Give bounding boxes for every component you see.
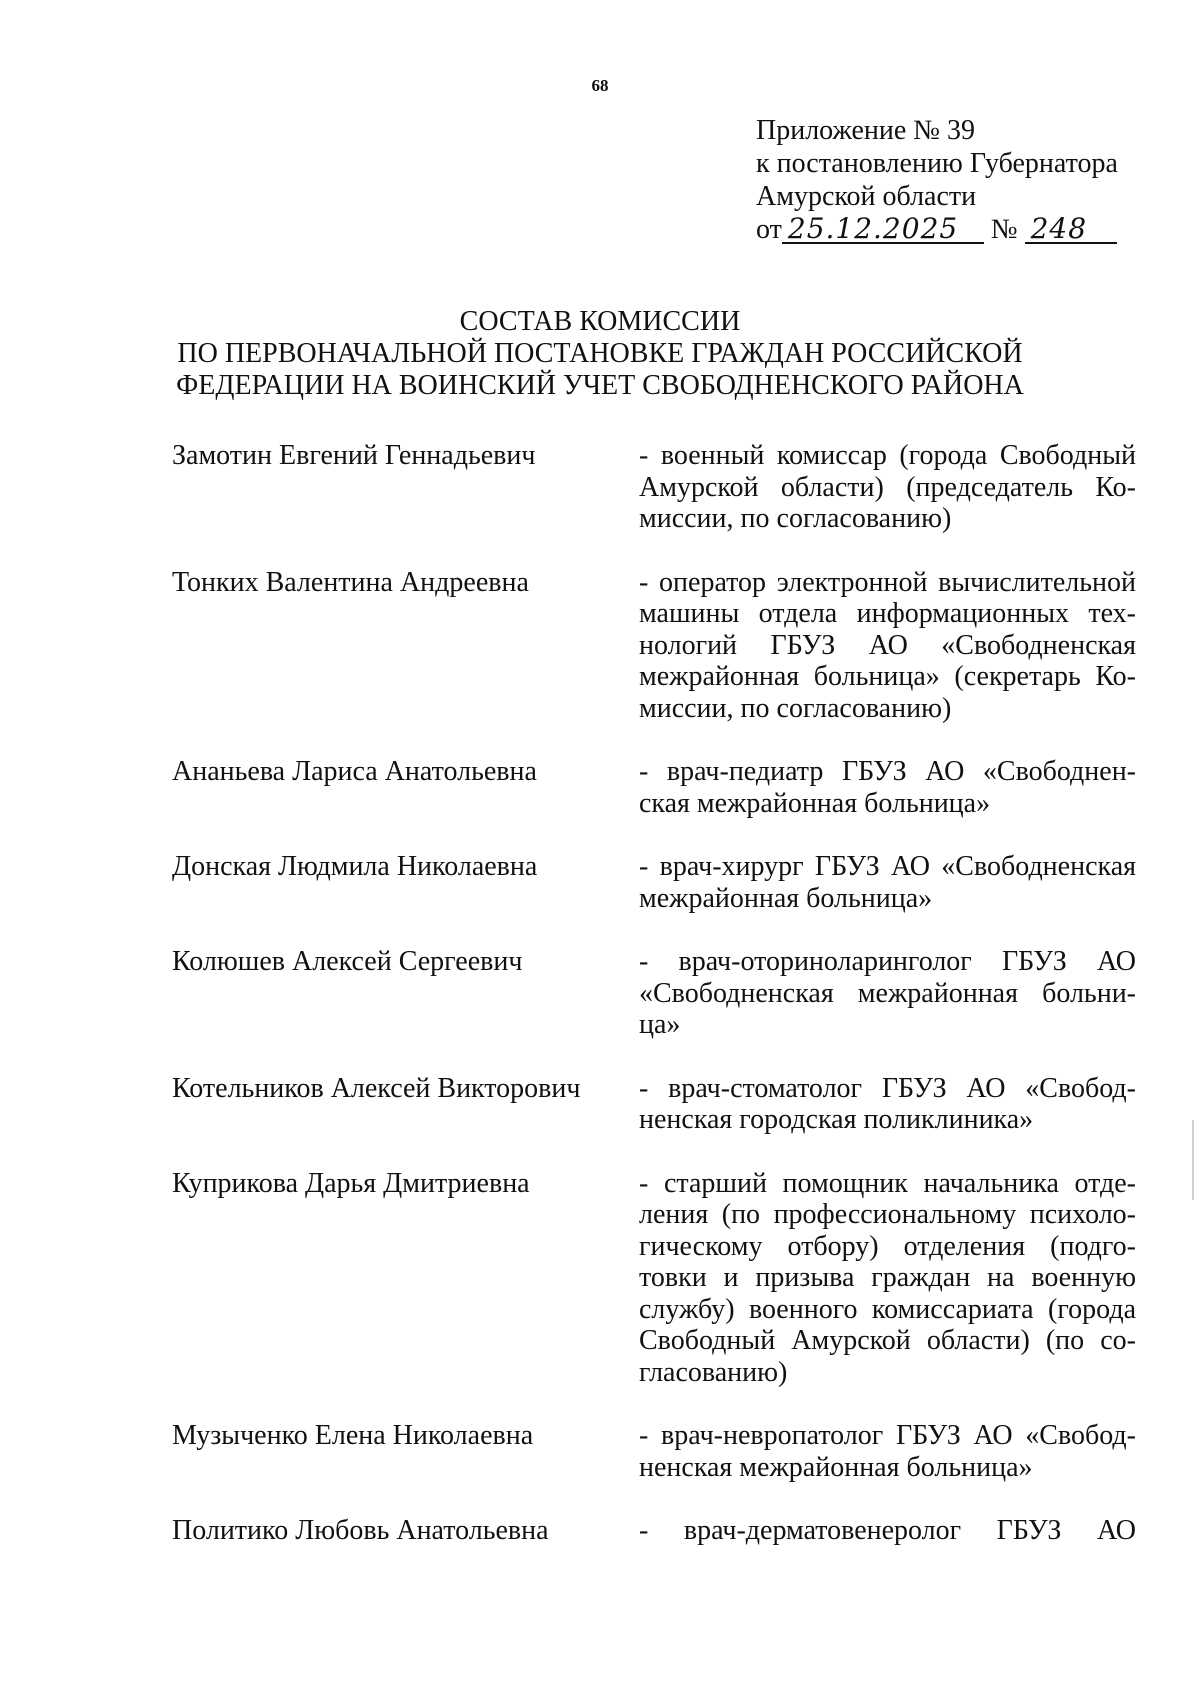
member-name: Колюшев Алексей Сергеевич: [172, 946, 523, 977]
member-role-line: гическому отбору) отделения (подго-: [639, 1230, 1136, 1262]
member-name: Ананьева Лариса Анатольевна: [172, 756, 537, 787]
member-role-line: миссии, по согласованию): [639, 692, 952, 724]
date-prefix: от: [756, 214, 782, 245]
member-role-line: - врач-хирург ГБУЗ АО «Свободненская: [639, 851, 1136, 882]
member-name: Замотин Евгений Геннадьевич: [172, 440, 536, 471]
member-role-line: ская межрайонная больница»: [639, 787, 991, 819]
number-prefix: №: [990, 214, 1018, 245]
member-role-line: - врач-невропатолог ГБУЗ АО «Свобод-: [639, 1420, 1136, 1451]
member-name: Музыченко Елена Николаевна: [172, 1420, 534, 1451]
appendix-header: [756, 114, 1118, 246]
member-role-line: межрайонная больница»: [639, 882, 933, 914]
member-role-line: Свободный Амурской области) (по со-: [639, 1325, 1136, 1356]
member-role: [639, 440, 1136, 535]
member-role-line: - оператор электронной вычислительной: [639, 566, 1136, 598]
appendix-line: Амурской области: [756, 181, 977, 212]
member-role: [639, 567, 1136, 725]
member-name: Донская Людмила Николаевна: [172, 851, 538, 882]
appendix-line: к постановлению Губернатора: [756, 148, 1118, 179]
document-title: [0, 306, 1200, 402]
member-row: [172, 1073, 1136, 1136]
appendix-date-line: [756, 213, 1118, 246]
title-line: ПО ПЕРВОНАЧАЛЬНОЙ ПОСТАНОВКЕ ГРАЖДАН РОССИЙСКОЙ: [177, 338, 1023, 369]
member-row: [172, 1420, 1136, 1483]
member-row: [172, 851, 1136, 914]
member-row: [172, 1515, 1136, 1547]
member-row: [172, 946, 1136, 1041]
member-role-line: службу) военного комиссариата (города: [639, 1293, 1136, 1325]
member-role-line: нологий ГБУЗ АО «Свободненская: [639, 629, 1136, 661]
title-line: СОСТАВ КОМИССИИ: [459, 306, 741, 337]
member-role: [639, 1168, 1136, 1389]
member-role-line: - старший помощник начальника отде-: [639, 1167, 1136, 1199]
member-name: Тонких Валентина Андреевна: [172, 566, 529, 598]
member-row: [172, 567, 1136, 725]
member-name: Куприкова Дарья Дмитриевна: [172, 1167, 530, 1199]
member-role: [639, 1515, 1136, 1547]
member-role-line: Амурской области) (председатель Ко-: [639, 471, 1136, 503]
member-role-line: - врач-стоматолог ГБУЗ АО «Свобод-: [639, 1072, 1136, 1104]
member-role-line: ненская межрайонная больница»: [639, 1451, 1033, 1483]
member-role-line: «Свободненская межрайонная больни-: [639, 977, 1136, 1009]
member-row: [172, 756, 1136, 819]
member-role-line: - врач-педиатр ГБУЗ АО «Свободнен-: [639, 756, 1136, 787]
member-name: Котельников Алексей Викторович: [172, 1072, 581, 1104]
member-role-line: гласованию): [639, 1356, 788, 1388]
member-role: [639, 851, 1136, 914]
member-role-line: - военный комиссар (города Свободный: [639, 440, 1136, 471]
member-role-line: межрайонная больница» (секретарь Ко-: [639, 661, 1136, 692]
member-role: [639, 756, 1136, 819]
appendix-line: Приложение № 39: [756, 115, 975, 146]
member-role-line: машины отдела информационных тех-: [639, 598, 1136, 629]
member-role: [639, 946, 1136, 1041]
page-number: 68: [591, 76, 609, 95]
scan-edge-mark: [1192, 1120, 1194, 1200]
members-list: [172, 440, 1136, 1547]
member-role-line: - врач-дерматовенеролог ГБУЗ АО: [639, 1515, 1136, 1546]
title-line: ФЕДЕРАЦИИ НА ВОИНСКИЙ УЧЕТ СВОБОДНЕНСКОГО РАЙОНА: [176, 370, 1024, 401]
member-row: [172, 440, 1136, 535]
member-row: [172, 1168, 1136, 1389]
member-role: [639, 1420, 1136, 1483]
member-role-line: ненская городская поликлиника»: [639, 1104, 1034, 1135]
member-role-line: товки и призыва граждан на военную: [639, 1262, 1136, 1293]
member-name: Политико Любовь Анатольевна: [172, 1515, 549, 1546]
handwritten-number: 248: [1025, 216, 1117, 244]
member-role-line: миссии, по согласованию): [639, 503, 952, 534]
member-role-line: ца»: [639, 1009, 681, 1040]
handwritten-date: 25.12.2025: [782, 216, 984, 244]
member-role-line: - врач-оториноларинголог ГБУЗ АО: [639, 946, 1136, 977]
member-role: [639, 1073, 1136, 1136]
member-role-line: ления (по профессиональному психоло-: [639, 1199, 1136, 1230]
